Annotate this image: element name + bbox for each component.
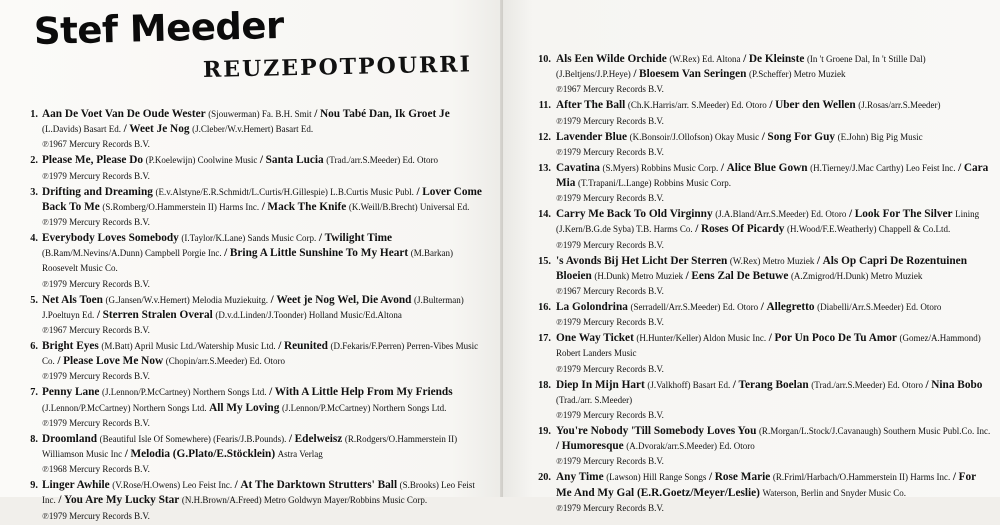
song-title: Lover Come Back To Me [42,185,482,213]
track-number: 4. [30,233,38,245]
song-credit: (J.Cleber/W.v.Hemert) Basart Ed. [192,124,314,135]
song-title: Nou Tabé Dan, Ik Groet Je [319,108,450,120]
artist-name: Stef Meeder [33,3,285,53]
separator: / [952,471,957,484]
song-credit: (In 't Groene Dal, In 't Stille Dal) (J.Beltjens/J.P.Heye) [556,54,926,80]
track-number: 8. [30,433,38,445]
separator: / [224,247,228,260]
copyright-line: ℗1967 Mercury Records B.V. [42,139,150,150]
song-credit: (Trad./arr. S.Meeder) [556,394,633,405]
song-credit: (Trad./arr.S.Meeder) Ed. Otoro [811,379,923,390]
song-title: Carry Me Back To Old Virginny [556,208,713,221]
separator: / [278,340,282,353]
song-credit: (M.Batt) April Music Ltd./Watership Music Ltd. [101,341,276,352]
track-entry [503,130,1000,160]
copyright-line: ℗1979 Mercury Records B.V. [556,115,664,126]
song-title: Bloesem Van Seringen [639,68,747,81]
separator: / [58,494,62,507]
track-number: 3. [30,186,38,198]
song-credit: (K.Bonsoir/J.Ollofson) Okay Music [629,131,760,142]
track-entry [0,231,502,292]
separator: / [416,185,420,198]
song-title: Mack The Knife [267,200,347,213]
song-title: At The Darktown Strutters' Ball [240,479,398,492]
song-title: One Way Ticket [556,332,634,345]
track-number: 11. [538,100,551,112]
song-title: Linger Awhile [42,479,110,492]
song-credit: (W.Rex) Ed. Altona [669,54,741,64]
song-credit: (A.Dvorak/arr.S.Meeder) Ed. Otoro [626,441,755,452]
song-credit: (Serradell/Arr.S.Meeder) Ed. Otoro [630,302,759,313]
song-title: Drifting and Dreaming [42,185,153,198]
song-credit: (P.Scheffer) Metro Muziek [748,69,846,80]
song-title: Cavatina [556,161,600,174]
song-title: Everybody Loves Somebody [42,232,179,245]
track-number: 12. [538,131,551,143]
track-number: 20. [538,472,551,484]
song-credit: Lining (J.Kern/B.G.de Syba) T.B. Harms Co. [556,209,980,235]
song-credit: (H.Tierney/J.Mac Carthy) Leo Feist Inc. [810,162,956,173]
track-number: 5. [30,294,38,306]
song-title: Por Un Poco De Tu Amor [774,332,897,345]
copyright-line: ℗1968 Mercury Records B.V. [42,464,150,475]
copyright-line: ℗1979 Mercury Records B.V. [556,146,664,157]
song-title: De Kleinste [748,53,805,65]
song-title: Bright Eyes [42,340,99,353]
song-title: Reunited [283,340,328,353]
separator: / [633,68,637,81]
separator: / [124,448,128,461]
copyright-line: ℗1967 Mercury Records B.V. [556,84,664,95]
track-entry [503,98,1000,128]
song-title: Weet je Nog Wel, Die Avond [276,293,412,306]
track-number: 7. [30,387,38,399]
separator: / [958,161,962,174]
song-title: Net Als Toen [42,293,103,306]
song-credit: (E.v.Alstyne/E.R.Schmidt/L.Curtis/H.Gillespie) L.B.Curtis Music Publ. [155,186,414,197]
separator: / [556,440,560,453]
separator: / [270,293,274,306]
song-title: All My Loving [209,401,280,414]
song-title: For Me And My Gal (E.R.Goetz/Meyer/Leslie) [556,471,976,499]
song-credit: (A.Zmigrod/H.Dunk) Metro Muziek [790,270,923,281]
song-title: Als Op Capri De Rozentuinen Bloeien [556,254,967,282]
separator: / [259,154,264,167]
separator: / [234,479,238,492]
song-credit: (J.Lennon/P.McCartney) Northern Songs Ltd. [102,387,267,398]
song-title: Als Een Wilde Orchide [556,53,667,65]
copyright-line: ℗1979 Mercury Records B.V. [556,193,664,204]
separator: / [732,378,736,391]
song-title: Rose Marie [714,471,771,484]
song-title: La Golondrina [556,301,628,314]
song-credit: (S.Myers) Robbins Music Corp. [602,162,719,173]
song-title: Terang Boelan [738,378,809,391]
copyright-line: ℗1979 Mercury Records B.V. [42,417,150,428]
song-credit: (W.Rex) Metro Muziek [729,255,815,266]
song-title: Please Love Me Now [63,355,164,368]
song-credit: (S.Romberg/O.Hammerstein II) Harms Inc. [102,201,260,212]
song-title: Eens Zal De Betuwe [691,269,789,282]
separator: / [925,378,929,391]
track-entry [0,293,502,339]
song-title: Humoresque [561,440,624,453]
song-title: Droomland [42,432,98,445]
song-credit: (P.Koelewijn) Coolwine Music [145,155,258,166]
song-credit: (D.Fekaris/F.Perren) Perren-Vibes Music Co. [42,341,479,367]
song-credit: (Chopin/arr.S.Meeder) Ed. Otoro [165,356,285,367]
song-credit: (Beautiful Isle Of Somewhere) (Fearis/J.B.Pounds). [99,433,287,444]
song-title: 's Avonds Bij Het Licht Der Sterren [556,254,728,267]
separator: / [720,161,724,174]
separator: / [57,355,61,368]
song-title: Edelweisz [294,432,343,445]
separator: / [761,130,765,143]
separator: / [695,223,699,236]
copyright-line: ℗1979 Mercury Records B.V. [42,510,150,521]
separator: / [318,232,322,245]
song-credit: (H.Dunk) Metro Muziek [594,270,684,281]
separator: / [849,208,853,221]
track-entry [503,254,1000,300]
song-credit: (B.Ram/M.Nevins/A.Dunn) Campbell Porgie Inc. [42,248,222,259]
separator: / [314,108,318,120]
song-credit: (H.Hunter/Keller) Aldon Music Inc. [636,333,767,344]
song-credit: (J.Lennon/P.McCartney) Northern Songs Ltd. [42,402,207,413]
song-title: Sterren Stralen Overal [102,308,213,321]
song-credit: (R.Morgan/L.Stock/J.Cavanaugh) Southern Music Publ.Co. Inc. [758,426,991,437]
song-credit: (J.Bulterman) J.Poeltuyn Ed. [42,294,464,320]
copyright-line: ℗1979 Mercury Records B.V. [42,217,150,228]
song-title: Alice Blue Gown [726,161,808,174]
track-entry [503,470,1000,516]
track-number: 13. [538,162,551,174]
separator: / [685,269,689,282]
track-number: 14. [538,209,551,221]
song-title: Nina Bobo [931,378,983,391]
song-credit: (Sjouwerman) Fa. B.H. Smit [208,109,312,119]
song-credit: (Gomez/A.Hammond) Robert Landers Music [556,333,981,359]
track-number: 6. [30,341,38,353]
separator: / [288,432,293,445]
song-credit: Waterson, Berlin and Snyder Music Co. [762,487,907,498]
copyright-line: ℗1967 Mercury Records B.V. [42,325,150,336]
song-title: Penny Lane [42,386,100,399]
track-entry [503,161,1000,207]
song-credit: (J.Lennon/P.McCartney) Northern Songs Ltd. [281,402,447,413]
right-page [503,0,1000,513]
song-title: Weet Je Nog [129,123,190,136]
song-credit: (J.A.Bland/Arr.S.Meeder) Ed. Otoro [715,209,847,220]
song-title: Song For Guy [767,130,835,143]
copyright-line: ℗1979 Mercury Records B.V. [42,170,150,181]
separator: / [743,53,747,65]
separator: / [123,123,127,136]
separator: / [769,99,773,112]
separator: / [760,301,764,314]
song-title: Cara Mia [556,161,989,190]
track-entry [0,107,502,153]
track-number: 2. [30,155,38,167]
track-number: 19. [538,426,551,438]
separator: / [768,332,772,345]
song-credit: (Diabelli/Arr.S.Meeder) Ed. Otoro [817,302,942,313]
song-title: Uber den Wellen [775,99,856,112]
copyright-line: ℗1979 Mercury Records B.V. [556,410,664,421]
track-number: 15. [538,255,551,267]
album-title: REUZEPOTPOURRI [202,51,473,83]
song-credit: (I.Taylor/K.Lane) Sands Music Corp. [181,233,317,244]
song-title: Twilight Time [324,232,393,245]
track-entry [0,153,502,183]
track-entry [503,207,1000,253]
separator: / [269,386,273,399]
song-title: Lavender Blue [556,130,628,143]
track-number: 18. [538,379,551,391]
copyright-line: ℗1979 Mercury Records B.V. [556,502,664,513]
copyright-line: ℗1979 Mercury Records B.V. [556,239,664,250]
track-entry [0,478,502,524]
song-credit: (J.Valkhoff) Basart Ed. [647,379,731,390]
song-credit: (M.Barkan) Roosevelt Music Co. [42,248,453,274]
track-entry [0,432,502,478]
track-number: 9. [30,480,38,492]
song-title: Look For The Silver [854,208,953,221]
song-credit: (D.v.d.Linden/J.Toonder) Holland Music/Ed.Altona [215,309,402,320]
song-title: Please Me, Please Do [42,154,144,167]
track-entry [0,185,502,231]
separator: / [709,471,713,484]
separator: / [261,200,265,213]
song-title: After The Ball [556,99,626,112]
track-list-right [503,52,1000,517]
song-title: Allegretto [766,301,815,314]
song-credit: (R.Friml/Harbach/O.Hammerstein II) Harms Inc. [772,472,951,483]
separator: / [96,308,100,321]
copyright-line: ℗1979 Mercury Records B.V. [556,317,664,328]
song-credit: (T.Trapani/L.Lange) Robbins Music Corp. [578,178,732,189]
song-title: Santa Lucia [265,154,324,167]
song-title: Melodia (G.Plato/E.Stöcklein) [130,448,276,461]
track-entry [0,339,502,385]
song-credit: (G.Jansen/W.v.Hemert) Melodia Muziekuitg. [105,294,269,305]
song-title: Bring A Little Sunshine To My Heart [229,247,409,260]
song-credit: (S.Brooks) Leo Feist Inc. [42,480,475,506]
song-title: You're Nobody 'Till Somebody Loves You [556,425,757,438]
song-title: Diep In Mijn Hart [556,378,645,391]
song-credit: (Trad./arr.S.Meeder) Ed. Otoro [326,155,438,166]
song-credit: (E.John) Big Pig Music [837,131,923,142]
song-credit: (R.Rodgers/O.Hammerstein II) Williamson Music Inc [42,433,458,460]
song-credit: (V.Rose/H.Owens) Leo Feist Inc. [112,480,233,491]
song-credit: (K.Weill/B.Brecht) Universal Ed. [348,201,470,212]
track-number: 1. [30,109,38,120]
separator: / [816,254,821,267]
copyright-line: ℗1967 Mercury Records B.V. [556,286,664,297]
track-number: 10. [538,54,551,65]
track-list-left [0,107,502,525]
track-entry [503,300,1000,330]
song-title: Aan De Voet Van De Oude Wester [42,108,206,120]
song-title: Roses Of Picardy [700,223,785,236]
song-title: With A Little Help From My Friends [274,386,453,399]
track-entry [503,331,1000,377]
left-page [0,0,502,521]
track-entry [0,385,502,431]
song-title: Any Time [556,471,604,484]
copyright-line: ℗1979 Mercury Records B.V. [556,456,664,467]
song-credit: (Ch.K.Harris/arr. S.Meeder) Ed. Otoro [627,100,767,111]
track-entry [503,52,1000,98]
track-entry [503,424,1000,470]
track-number: 17. [538,333,551,345]
copyright-line: ℗1979 Mercury Records B.V. [556,363,664,374]
copyright-line: ℗1979 Mercury Records B.V. [42,278,150,289]
song-credit: (N.H.Brown/A.Freed) Metro Goldwyn Mayer/Robbins Music Corp. [181,495,428,506]
track-entry [503,378,1000,424]
song-credit: Astra Verlag [277,449,323,460]
song-credit: (Lawson) Hill Range Songs [606,472,707,483]
copyright-line: ℗1979 Mercury Records B.V. [42,371,150,382]
song-credit: (L.Davids) Basart Ed. [42,124,121,135]
track-number: 16. [538,302,551,314]
song-credit: (J.Rosas/arr.S.Meeder) [858,100,941,111]
song-title: You Are My Lucky Star [64,494,180,507]
song-credit: (H.Wood/F.E.Weatherly) Chappell & Co.Ltd. [787,224,951,235]
